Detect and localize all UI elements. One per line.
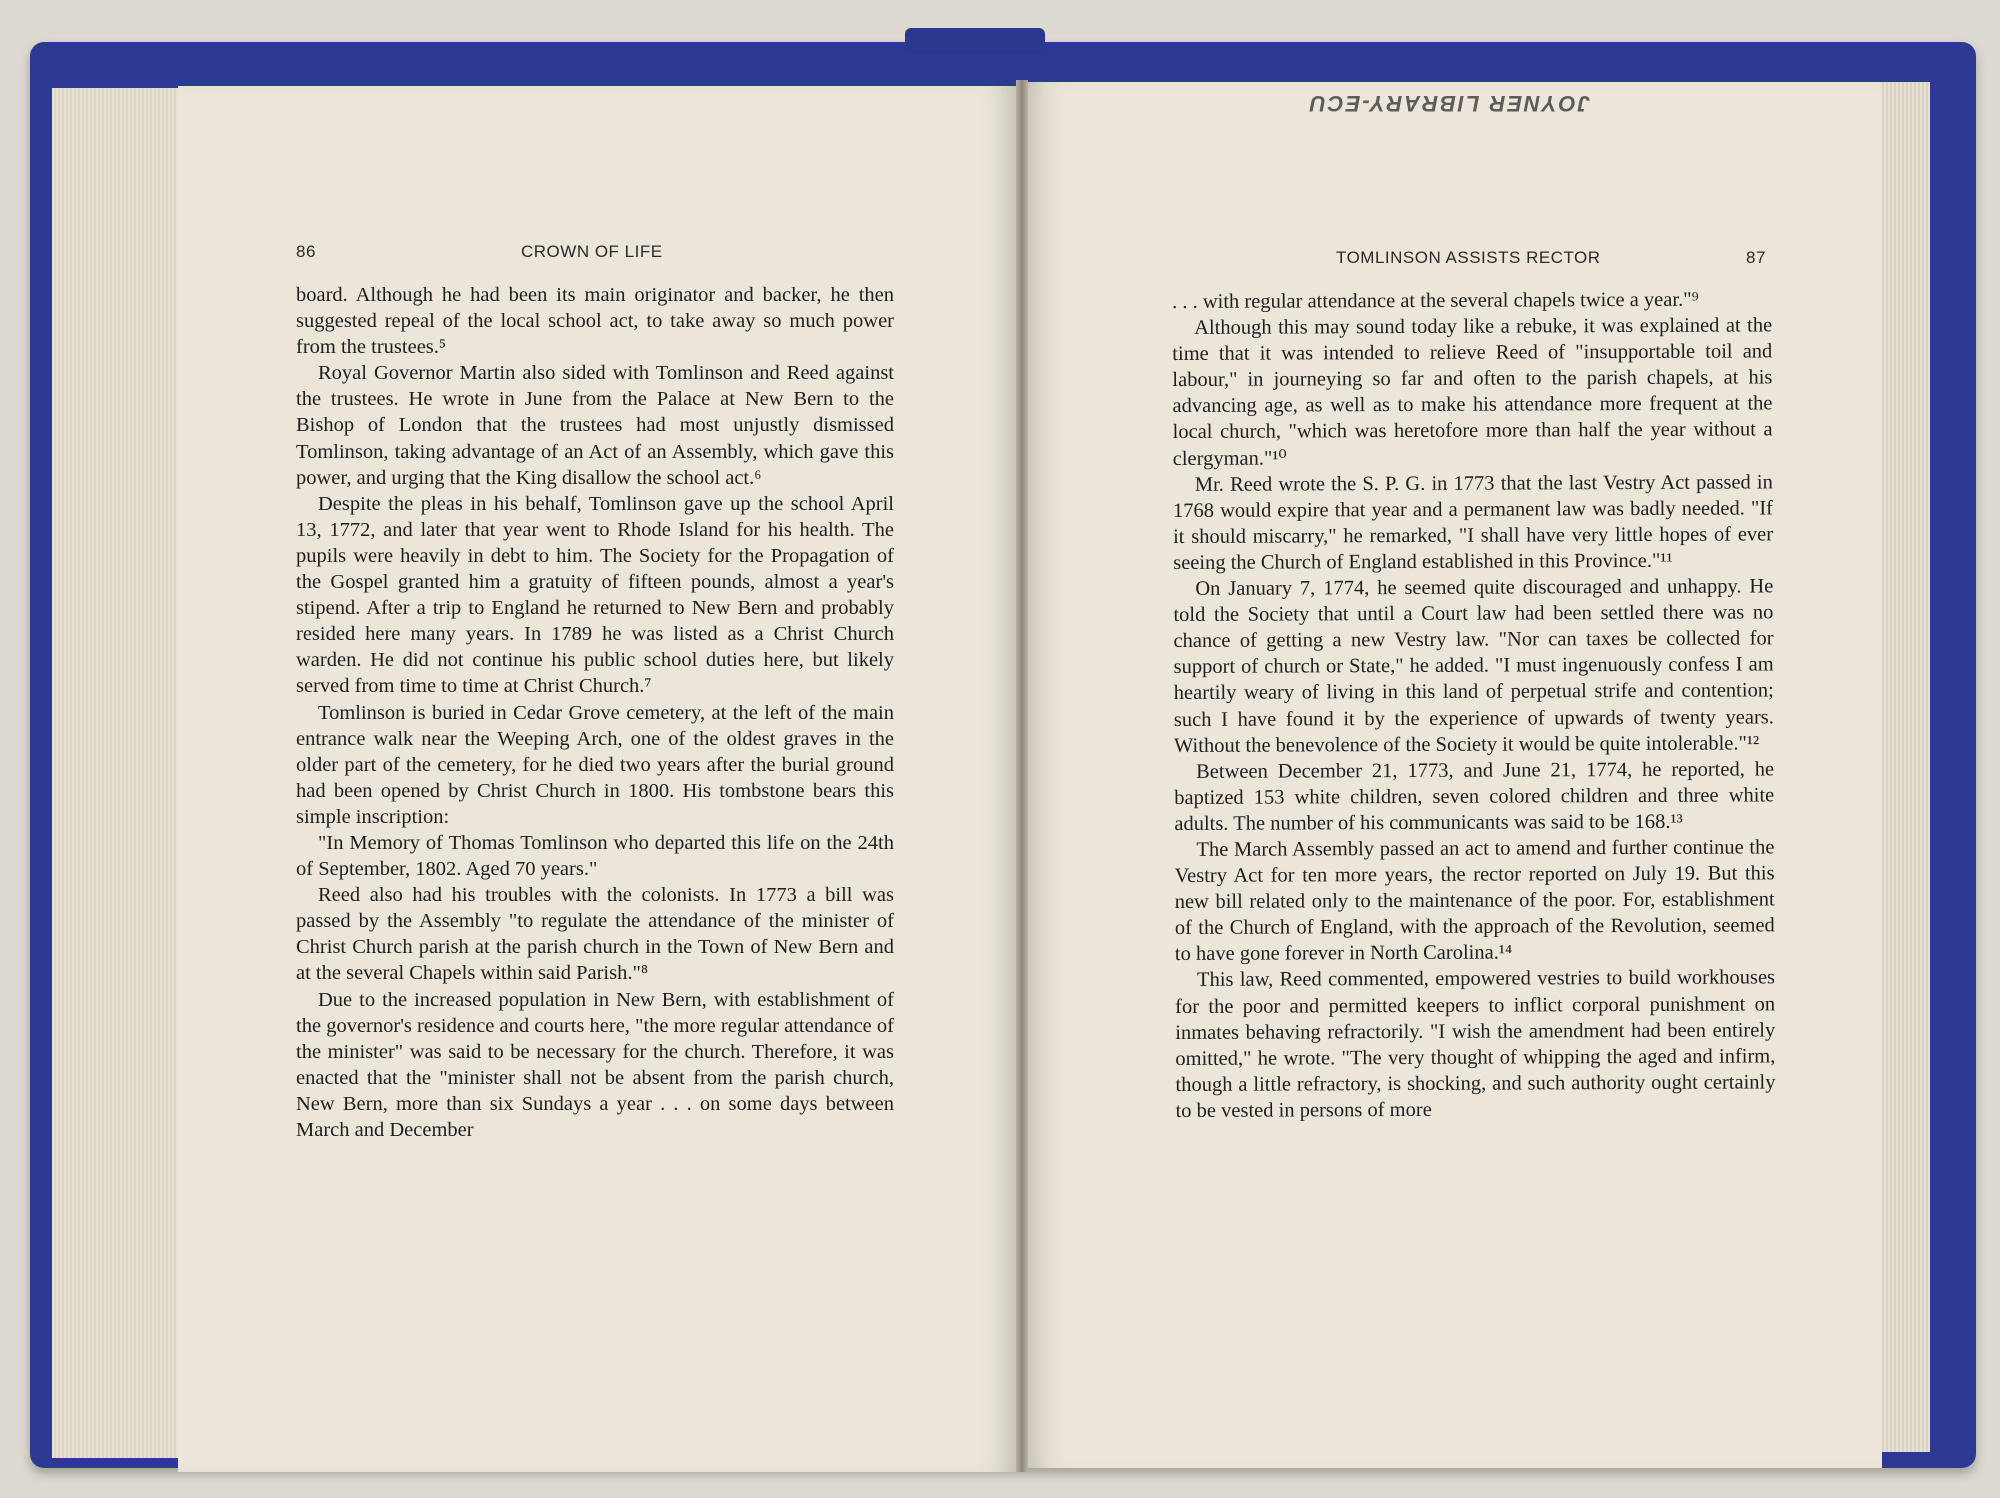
- book-spine: [905, 28, 1045, 54]
- paragraph: Despite the pleas in his behalf, Tomlinson gave up the school April 13, 1772, and later that year went to Rhode Island for his health. The pupils were heavily in debt to him. The Society for the Propagation of the Gospel granted him a gratuity of fifteen pounds, almost a year's stipend. After a trip to England he returned to New Bern and probably resided here many years. In 1789 he was listed as a Christ Church warden. He did not continue his public school duties here, but likely served from time to time at Christ Church.⁷: [296, 492, 894, 698]
- paragraph: board. Although he had been its main originator and backer, he then suggested repeal of the local school act, to take away so much power from the trustees.⁵: [296, 284, 894, 359]
- paragraph: . . . with regular attendance at the several chapels twice a year."⁹: [1172, 288, 1699, 313]
- paragraph: Although this may sound today like a rebuke, it was explained at the time that it was intended to relieve Reed of "insupportable toil and labour," in journeying so far and often to the parish chapels, at his advancing age, as well as to make his attendance more frequent at the local church, "which was heretofore more than half the year without a clergyman."¹⁰: [1172, 314, 1773, 470]
- paragraph: Between December 21, 1773, and June 21, 1774, he reported, he baptized 153 white children, seven colored children and three white adults. The number of his communicants was said to be 168.¹³: [1174, 758, 1775, 835]
- right-running-head: TOMLINSON ASSISTS RECTOR: [1336, 248, 1601, 267]
- paragraph: Mr. Reed wrote the S. P. G. in 1773 that the last Vestry Act passed in 1768 would expire that year and a permanent law was badly needed. "If it should miscarry," he remarked, "I shall have very little hopes of ever seeing the Church of England established in this Province."¹¹: [1172, 471, 1774, 574]
- paragraph: Royal Governor Martin also sided with Tomlinson and Reed against the trustees. He wrote in June from the Palace at New Bern to the Bishop of London that the trustees had most unjustly dismissed Tomlinson, taking advantage of an Act of an Assembly, which gave this power, and urging that the King disallow the school act.⁶: [296, 362, 894, 489]
- paragraph: Due to the increased population in New Bern, with establishment of the governor's residence and courts here, "the more regular attendance of the minister" was said to be necessary for the church. Therefore, it was enacted that the "minister shall not be absent from the parish church, New Bern, more than six Sundays a year . . . on some days between March and December: [296, 988, 894, 1141]
- paragraph: The March Assembly passed an act to amend and further continue the Vestry Act for ten more years, the rector reported on July 19. But this new bill related only to the maintenance of the poor. For, establishment of the Church of England, with the approach of the Revolution, seemed to have gone forever in North Carolina.¹⁴: [1174, 836, 1775, 966]
- page-edges-left: [52, 88, 182, 1458]
- paragraph: This law, Reed commented, empowered vestries to build workhouses for the poor and permitted keepers to inflict corporal punishment on inmates behaving refractorily. "I wish the amendment had been entirely omitted," he wrote. "The very thought of whipping the aged and infirm, though a little refractory, is shocking, and such authority ought certainly to be vested in persons of more: [1175, 966, 1776, 1122]
- paragraph: On January 7, 1774, he seemed quite discouraged and unhappy. He told the Society that until a Court law had been settled there was no chance of getting a new Vestry law. "Nor can taxes be collected for support of church or State," he added. "I must ingenuously confess I am heartily weary of living in this land of perpetual strife and contention; such I have found it by the experience of upwards of twenty years. Without the benevolence of the Society it would be quite intolerable."¹²: [1173, 575, 1774, 757]
- library-stamp: JOYNER LIBRARY-ECU: [1307, 91, 1590, 116]
- book-gutter: [1016, 80, 1028, 1472]
- paragraph: Reed also had his troubles with the colonists. In 1773 a bill was passed by the Assembly "to regulate the attendance of the minister of Christ Church parish at the parish church in the Town of New Bern and at the several Chapels within said Parish."⁸: [296, 884, 894, 985]
- right-page-number: 87: [1746, 248, 1766, 267]
- left-page-number: 86: [296, 242, 316, 261]
- paragraph: "In Memory of Thomas Tomlinson who departed this life on the 24th of September, 1802. Aged 70 years.": [296, 831, 894, 881]
- right-page-text: [1172, 286, 1776, 1124]
- left-running-head: CROWN OF LIFE: [521, 242, 663, 261]
- left-page-text: [296, 282, 894, 1143]
- paragraph: Tomlinson is buried in Cedar Grove cemetery, at the left of the main entrance walk near the Weeping Arch, one of the oldest graves in the older part of the cemetery, for he died two years after the burial ground had been opened by Christ Church in 1800. His tombstone bears this simple inscription:: [296, 701, 894, 828]
